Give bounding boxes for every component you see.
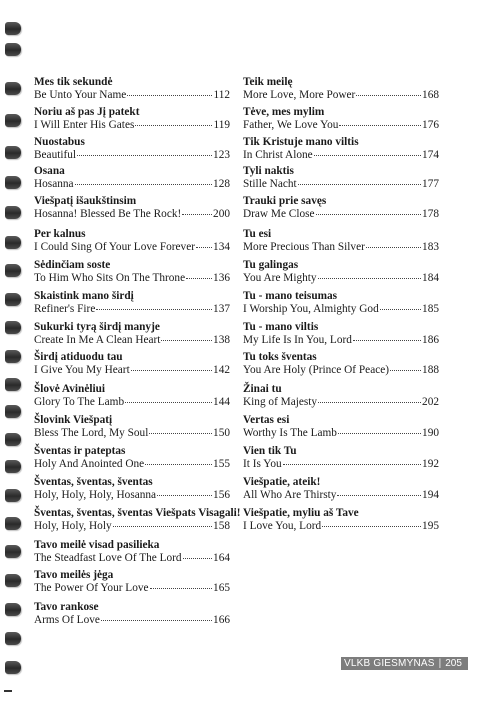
entry-line (34, 427, 230, 440)
song-page-number: 128 (213, 178, 230, 190)
song-page-number: 177 (422, 178, 439, 190)
song-title-en: Father, We Love You (243, 119, 339, 131)
song-page-number: 136 (213, 272, 230, 284)
dot-leader (356, 95, 421, 96)
index-entry (34, 321, 230, 347)
binding-hole (5, 460, 21, 473)
binding-hole (5, 176, 21, 189)
song-page-number: 183 (422, 241, 439, 253)
dot-leader (380, 309, 421, 310)
index-entry (34, 507, 241, 533)
binding-hole (5, 350, 21, 363)
entry-line (243, 303, 439, 316)
index-entry (243, 445, 439, 471)
index-entry (34, 76, 230, 102)
song-title-en: Stille Nacht (243, 178, 297, 190)
song-page-number: 142 (213, 364, 230, 376)
song-title-lt: Viešpatie, myliu aš Tave (243, 507, 359, 519)
index-entry (34, 414, 230, 440)
entry-line (34, 208, 230, 221)
dot-leader (131, 370, 212, 371)
dot-leader (125, 402, 212, 403)
dot-leader (283, 464, 421, 465)
dot-leader (337, 495, 421, 496)
song-title-lt: Tavo meilės jėga (34, 569, 114, 581)
index-entry (34, 569, 230, 595)
dot-leader (182, 214, 212, 215)
index-entry (34, 539, 230, 565)
song-title-en: You Are Holy (Prince Of Peace) (243, 364, 389, 376)
entry-line (243, 241, 439, 254)
binding-hole (5, 293, 21, 306)
entry-line (243, 89, 439, 102)
song-title-en: Beautiful (34, 149, 77, 161)
entry-line (34, 489, 230, 502)
dot-leader (366, 247, 421, 248)
entry-line (243, 119, 439, 132)
song-title-lt: Šventas, šventas, šventas (34, 476, 153, 488)
song-title-lt: Vertas esi (243, 414, 290, 426)
index-entry (243, 507, 439, 533)
song-title-en: Worthy Is The Lamb (243, 427, 337, 439)
dot-leader (145, 464, 212, 465)
dot-leader (322, 526, 421, 527)
entry-line (243, 334, 439, 347)
song-title-en: In Christ Alone (243, 149, 313, 161)
binding-hole (5, 264, 21, 277)
song-page-number: 190 (422, 427, 439, 439)
song-page-number: 174 (422, 149, 439, 161)
footer-separator: | (438, 658, 442, 669)
song-page-number: 186 (422, 334, 439, 346)
dot-leader (101, 620, 212, 621)
dot-leader (318, 402, 421, 403)
song-title-lt: Širdį atiduodu tau (34, 351, 123, 363)
song-title-en: The Power Of Your Love (34, 582, 149, 594)
index-entry (34, 228, 230, 254)
song-page-number: 156 (213, 489, 230, 501)
index-entry (34, 445, 230, 471)
entry-line (34, 119, 230, 132)
entry-line (34, 614, 230, 627)
song-title-en: Holy, Holy, Holy, Hosanna (34, 489, 157, 501)
binding-hole (5, 43, 21, 56)
song-title-en: Be Unto Your Name (34, 89, 127, 101)
page-footer (341, 657, 468, 670)
page-edge-mark (4, 690, 12, 692)
song-title-en: Holy, Holy, Holy (34, 520, 112, 532)
song-title-en: King of Majesty (243, 396, 318, 408)
song-title-en: Holy And Anointed One (34, 458, 145, 470)
song-title-lt: Sukurki tyrą širdį manyje (34, 321, 160, 333)
entry-line (243, 458, 439, 471)
dot-leader (338, 433, 421, 434)
binding-hole (5, 603, 21, 616)
index-entry (243, 106, 439, 132)
song-page-number: 138 (213, 334, 230, 346)
entry-line (34, 458, 230, 471)
song-title-lt: Tavo meilė visad pasilieka (34, 539, 160, 551)
index-entry (243, 136, 439, 162)
dot-leader (113, 526, 212, 527)
song-page-number: 194 (422, 489, 439, 501)
entry-line (243, 427, 439, 440)
index-entry (34, 476, 230, 502)
song-title-lt: Šlovė Avinėliui (34, 383, 106, 395)
entry-line (34, 364, 230, 377)
entry-line (243, 272, 439, 285)
song-page-number: 144 (213, 396, 230, 408)
entry-line (34, 396, 230, 409)
dot-leader (135, 125, 212, 126)
song-title-en: I Love You, Lord (243, 520, 322, 532)
song-title-lt: Žinai tu (243, 383, 282, 395)
binding-hole (5, 146, 21, 159)
index-entry (243, 290, 439, 316)
song-page-number: 155 (213, 458, 230, 470)
song-page-number: 195 (422, 520, 439, 532)
index-entry (34, 259, 230, 285)
entry-line (34, 520, 230, 533)
index-entry (34, 195, 230, 221)
song-title-lt: Vien tik Tu (243, 445, 297, 457)
song-page-number: 150 (213, 427, 230, 439)
song-title-en: Bless The Lord, My Soul (34, 427, 149, 439)
index-entry (243, 351, 439, 377)
entry-line (34, 149, 230, 162)
index-entry (34, 290, 230, 316)
entry-line (34, 334, 230, 347)
song-title-lt: Teik meilę (243, 76, 293, 88)
song-page-number: 188 (422, 364, 439, 376)
binding-hole (5, 236, 21, 249)
song-title-en: Glory To The Lamb (34, 396, 125, 408)
entry-line (243, 489, 439, 502)
song-title-en: Refiner's Fire (34, 303, 96, 315)
song-title-en: More Precious Than Silver (243, 241, 365, 253)
song-title-lt: Viešpatie, ateik! (243, 476, 321, 488)
dot-leader (149, 433, 212, 434)
binding-hole (5, 321, 21, 334)
song-title-lt: Šventas, šventas, šventas Viešpats Visagali! (34, 507, 241, 519)
entry-line (243, 149, 439, 162)
song-title-lt: Nuostabus (34, 136, 85, 148)
song-title-lt: Tu galingas (243, 259, 299, 271)
binding-hole (5, 545, 21, 558)
entry-line (34, 178, 230, 191)
entry-line (243, 364, 439, 377)
song-title-lt: Tu - mano teisumas (243, 290, 338, 302)
binding-hole (5, 433, 21, 446)
song-page-number: 176 (422, 119, 439, 131)
index-entry (34, 165, 230, 191)
dot-leader (196, 247, 212, 248)
dot-leader (183, 558, 213, 559)
song-title-lt: Tu esi (243, 228, 272, 240)
song-title-lt: Šventas ir pateptas (34, 445, 126, 457)
song-title-en: I Could Sing Of Your Love Forever (34, 241, 195, 253)
index-entry (243, 321, 439, 347)
song-title-en: Hosanna! Blessed Be The Rock! (34, 208, 182, 220)
song-page-number: 192 (422, 458, 439, 470)
song-page-number: 123 (213, 149, 230, 161)
song-page-number: 137 (213, 303, 230, 315)
song-title-lt: Trauki prie savęs (243, 195, 327, 207)
entry-line (243, 520, 439, 533)
dot-leader (318, 278, 421, 279)
entry-line (34, 582, 230, 595)
binding-hole (5, 22, 21, 35)
song-title-lt: Skaistink mano širdį (34, 290, 134, 302)
index-entry (243, 414, 439, 440)
index-entry (34, 106, 230, 132)
song-title-lt: Tėve, mes mylim (243, 106, 325, 118)
song-page-number: 119 (213, 119, 230, 131)
song-page-number: 178 (422, 208, 439, 220)
song-title-lt: Tu - mano viltis (243, 321, 319, 333)
song-title-en: I Will Enter His Gates (34, 119, 135, 131)
song-title-lt: Osana (34, 165, 65, 177)
song-title-lt: Viešpatį išaukštinsim (34, 195, 137, 207)
song-title-en: It Is You (243, 458, 282, 470)
song-title-lt: Mes tik sekundė (34, 76, 113, 88)
dot-leader (298, 184, 421, 185)
song-page-number: 184 (422, 272, 439, 284)
binding-hole (5, 632, 21, 645)
entry-line (243, 208, 439, 221)
entry-line (243, 178, 439, 191)
song-page-number: 134 (213, 241, 230, 253)
song-title-en: More Love, More Power (243, 89, 356, 101)
binding-hole (5, 206, 21, 219)
dot-leader (75, 184, 213, 185)
entry-line (34, 89, 230, 102)
song-page-number: 112 (213, 89, 230, 101)
dot-leader (339, 125, 421, 126)
song-title-lt: Sėdinčiam soste (34, 259, 111, 271)
index-entry (243, 76, 439, 102)
song-title-en: I Worship You, Almighty God (243, 303, 379, 315)
index-entry (34, 383, 230, 409)
binding-hole (5, 405, 21, 418)
song-title-en: Draw Me Close (243, 208, 315, 220)
dot-leader (186, 278, 212, 279)
song-title-en: Create In Me A Clean Heart (34, 334, 161, 346)
binding-hole (5, 517, 21, 530)
dot-leader (150, 588, 213, 589)
song-page-number: 165 (213, 582, 230, 594)
index-entry (243, 259, 439, 285)
song-title-en: To Him Who Sits On The Throne (34, 272, 186, 284)
dot-leader (127, 95, 212, 96)
index-entry (34, 601, 230, 627)
song-title-en: The Steadfast Love Of The Lord (34, 552, 182, 564)
song-title-lt: Per kalnus (34, 228, 86, 240)
entry-line (34, 552, 230, 565)
song-page-number: 164 (213, 552, 230, 564)
index-entry (34, 351, 230, 377)
dot-leader (390, 370, 421, 371)
book-title: VLKB GIESMYNAS (344, 658, 435, 669)
song-title-en: My Life Is In You, Lord (243, 334, 352, 346)
page-number: 205 (445, 658, 462, 669)
song-title-en: Arms Of Love (34, 614, 100, 626)
entry-line (34, 241, 230, 254)
song-page-number: 185 (422, 303, 439, 315)
dot-leader (77, 155, 212, 156)
song-title-lt: Noriu aš pas Jį patekt (34, 106, 140, 118)
binding-hole (5, 82, 21, 95)
song-page-number: 168 (422, 89, 439, 101)
dot-leader (314, 155, 421, 156)
song-title-en: All Who Are Thirsty (243, 489, 337, 501)
song-page-number: 200 (213, 208, 230, 220)
dot-leader (96, 309, 212, 310)
binding-hole (5, 661, 21, 674)
index-entry (34, 136, 230, 162)
song-title-lt: Tavo rankose (34, 601, 99, 613)
binding-hole (5, 574, 21, 587)
binding-hole (5, 489, 21, 502)
song-page-number: 202 (422, 396, 439, 408)
index-entry (243, 195, 439, 221)
song-title-lt: Tu toks šventas (243, 351, 317, 363)
index-entry (243, 383, 439, 409)
song-title-lt: Tik Kristuje mano viltis (243, 136, 359, 148)
index-entry (243, 476, 439, 502)
song-title-en: You Are Mighty (243, 272, 317, 284)
song-page-number: 158 (213, 520, 230, 532)
binding-hole (5, 114, 21, 127)
index-entry (243, 228, 439, 254)
song-title-en: Hosanna (34, 178, 74, 190)
dot-leader (316, 214, 422, 215)
dot-leader (157, 495, 212, 496)
song-title-lt: Tyli naktis (243, 165, 294, 177)
dot-leader (161, 340, 212, 341)
spiral-binding (0, 0, 26, 702)
entry-line (34, 272, 230, 285)
song-title-lt: Šlovink Viešpatį (34, 414, 113, 426)
entry-line (243, 396, 439, 409)
index-entry (243, 165, 439, 191)
entry-line (34, 303, 230, 316)
song-title-en: I Give You My Heart (34, 364, 130, 376)
song-page-number: 166 (213, 614, 230, 626)
binding-hole (5, 378, 21, 391)
dot-leader (353, 340, 421, 341)
